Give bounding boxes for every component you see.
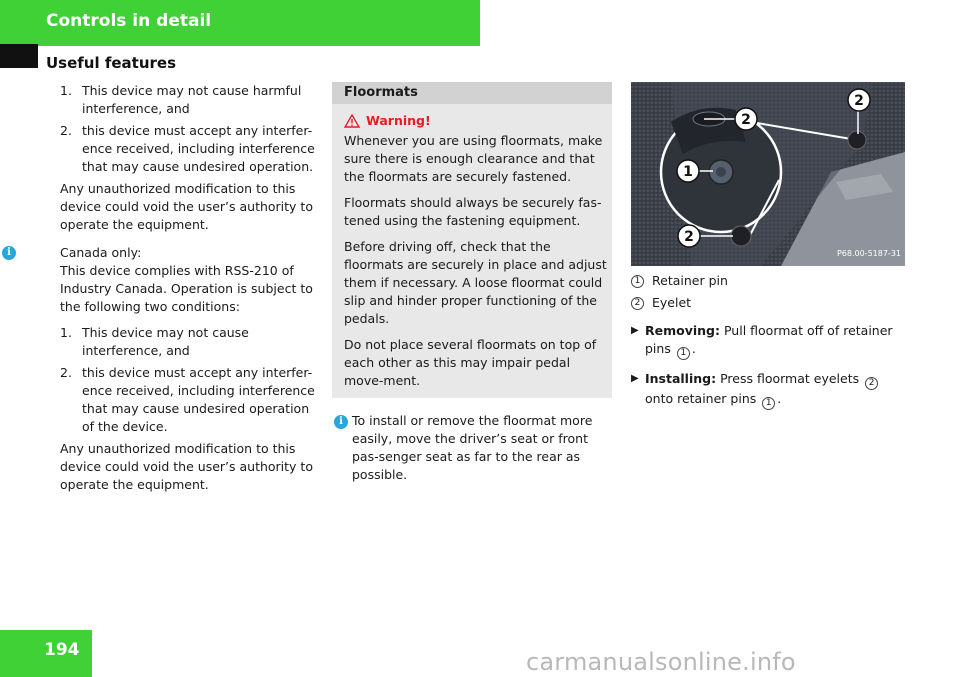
warning-paragraph: Whenever you are using floormats, make sure there is enough clearance and that the floormats are securely fastened.	[344, 133, 603, 184]
box-title: Floormats	[332, 82, 612, 104]
step-text: Press floormat eyelets	[720, 371, 860, 386]
callout-label: 2	[684, 229, 694, 245]
step-removing	[631, 322, 909, 360]
subheader-divider	[38, 44, 480, 46]
step-text: Pull floormat off of retainer pins	[645, 323, 893, 356]
ref-number: 2	[865, 377, 878, 390]
floormat-photo	[631, 82, 905, 266]
info-text: This device complies with RSS-210 of Industry Canada. Operation is subject to the following two conditions:	[60, 263, 313, 314]
legend-item	[631, 272, 909, 290]
warning-body	[332, 104, 612, 398]
install-info-note	[332, 412, 612, 484]
step-label: Installing:	[645, 371, 717, 386]
ref-number: 1	[677, 347, 690, 360]
floormats-warning-box	[332, 82, 612, 398]
legend-number: 2	[631, 297, 644, 310]
right-column	[631, 82, 909, 410]
info-icon: i	[2, 246, 16, 260]
ref-number: 1	[762, 397, 775, 410]
list-item	[60, 82, 322, 118]
arrow-right-icon: ▶	[631, 373, 639, 384]
warning-heading	[344, 112, 612, 130]
list-number: 2.	[60, 123, 72, 138]
legend-label: Eyelet	[652, 295, 692, 310]
list-text: this device must accept any interfer-ence received, including interference that may cause undesired operation of the device.	[82, 365, 315, 434]
step-text: onto retainer pins	[645, 391, 757, 406]
paragraph: Any unauthorized modification to this device could void the user’s authority to operate the equipment.	[60, 441, 313, 492]
arrow-right-icon: ▶	[631, 325, 639, 336]
step-end: .	[691, 341, 696, 356]
callout-label: 1	[683, 164, 693, 180]
callout-label: 2	[741, 112, 751, 128]
subsection-title: Useful features	[46, 54, 177, 72]
warning-triangle-icon	[344, 114, 360, 128]
section-title: Controls in detail	[46, 11, 212, 31]
photo-code: P68.00-5187-31	[836, 249, 901, 258]
list-text: this device must accept any interfer-ence received, including interference that may cause undesired operation.	[82, 123, 315, 174]
legend-label: Retainer pin	[652, 273, 728, 288]
canada-info-note	[7, 244, 322, 316]
callout-label: 2	[854, 93, 864, 109]
warning-title: Warning!	[366, 113, 431, 128]
legend-number: 1	[631, 275, 644, 288]
warning-paragraph: Floormats should always be securely fas-tened using the fastening equipment.	[344, 195, 602, 228]
paragraph: Any unauthorized modification to this device could void the user’s authority to operate the equipment.	[60, 181, 313, 232]
step-end: .	[777, 391, 782, 406]
middle-column	[332, 82, 612, 484]
info-title: Canada only:	[60, 245, 142, 260]
legend-item	[631, 294, 909, 312]
left-column	[7, 82, 322, 502]
warning-paragraph: Before driving off, check that the floormats are securely in place and adjust them if necessary. A loose floormat could slip and hinder proper functioning of the pedals.	[344, 239, 607, 326]
step-installing	[631, 370, 909, 410]
info-icon: i	[334, 415, 348, 429]
list-number: 1.	[60, 83, 72, 98]
warning-paragraph: Do not place several floormats on top of each other as this may impair pedal move-ment.	[344, 337, 597, 388]
floormat-illustration	[631, 82, 905, 266]
list-item	[60, 122, 322, 176]
list-text: This device may not cause interference, and	[82, 325, 249, 358]
section-tab-marker	[0, 44, 38, 68]
list-item	[60, 324, 322, 360]
list-text: This device may not cause harmful interference, and	[82, 83, 302, 116]
watermark: carmanualsonline.info	[526, 648, 796, 676]
list-item	[60, 364, 322, 436]
list-number: 1.	[60, 325, 72, 340]
page-number: 194	[44, 640, 80, 660]
info-text: To install or remove the floormat more easily, move the driver’s seat or front pas-senger seat as far to the rear as possible.	[352, 413, 593, 482]
photo-legend	[631, 272, 909, 312]
step-label: Removing:	[645, 323, 720, 338]
list-number: 2.	[60, 365, 72, 380]
